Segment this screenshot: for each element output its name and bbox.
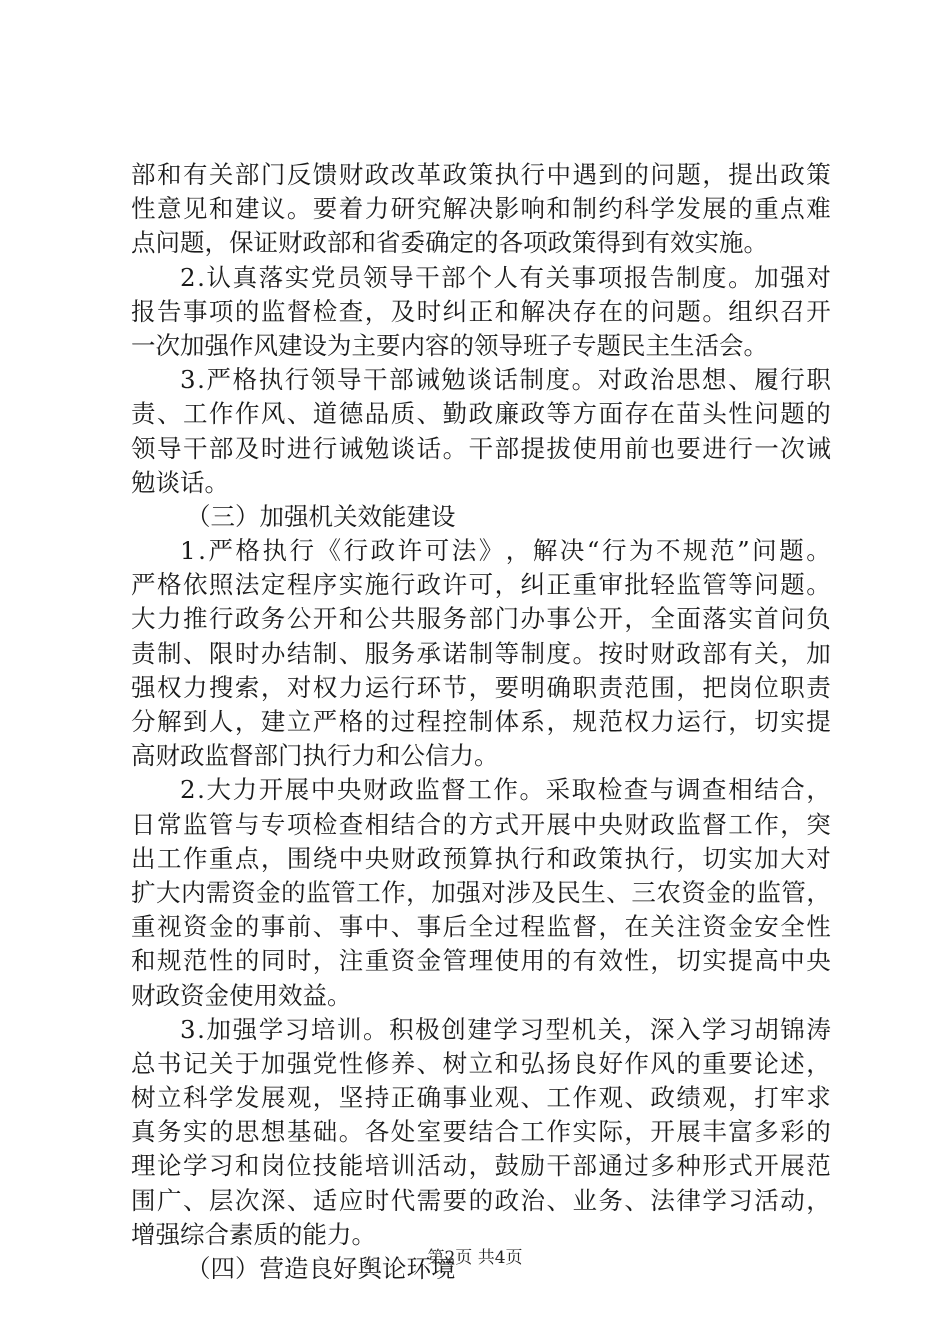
text-line: （四）营造良好舆论环境 (186, 1254, 456, 1283)
text-line: 出 工 作 重 点 ， 围 绕 中 央 财 政 预 算 执 行 和 政 策 执 行 ， 切 实 加 大 对 (131, 843, 831, 873)
text-line: 分 解 到 人 ， 建 立 严 格 的 过 程 控 制 体 系 ， 规 范 权 力 运 行 ， 切 实 提 (131, 707, 831, 736)
text-line: 性 意 见 和 建 议 。 要 着 力 研 究 解 决 影 响 和 制 约 科 学 发 展 的 重 点 难 (131, 194, 831, 224)
text-line: 3 . 加 强 学 习 培 训 。 积 极 创 建 学 习 型 机 关 ， 深 入 学 习 胡 锦 涛 (180, 1014, 831, 1044)
text-line: 2 . 大 力 开 展 中 央 财 政 监 督 工 作 。 采 取 检 查 与 调 查 相 结 合 ， (180, 775, 831, 805)
text-line: 严 格 依 照 法 定 程 序 实 施 行 政 许 可 ， 纠 正 重 审 批 轻 监 管 等 问 题 。 (131, 570, 831, 600)
text-line: （三）加强机关效能建设 (186, 501, 456, 531)
text-line: 勉谈话。 (131, 467, 229, 497)
text-line: 日 常 监 管 与 专 项 检 查 相 结 合 的 方 式 开 展 中 央 财 政 监 督 工 作 ， 突 (131, 809, 831, 839)
text-line: 1 . 严 格 执 行 《 行 政 许 可 法 》 ， 解 决 “ 行 为 不 规 范 ” 问 题 。 (180, 536, 831, 566)
text-line: 围 广 、 层 次 深 、 适 应 时 代 需 要 的 政 治 、 业 务 、 法 律 学 习 活 动 ， (131, 1185, 831, 1215)
text-line: 责 制 、 限 时 办 结 制 、 服 务 承 诺 制 等 制 度 。 按 时 财 政 部 有 关 ， 加 (131, 638, 831, 668)
text-line: 部 和 有 关 部 门 反 馈 财 政 改 革 政 策 执 行 中 遇 到 的 问 题 ， 提 出 政 策 (131, 160, 831, 189)
text-line: 财政资金使用效益。 (131, 980, 352, 1010)
text-line: 树 立 科 学 发 展 观 ， 坚 持 正 确 事 业 观 、 工 作 观 、 政 绩 观 ， 打 牢 求 (131, 1083, 831, 1113)
text-line: 责 、 工 作 作 风 、 道 德 品 质 、 勤 政 廉 政 等 方 面 存 在 苗 头 性 问 题 的 (131, 399, 831, 429)
page-footer: 第2页 共4页 (427, 1248, 523, 1268)
text-line: 重 视 资 金 的 事 前 、 事 中 、 事 后 全 过 程 监 督 ， 在 关 注 资 金 安 全 性 (131, 912, 831, 942)
text-line: 和 规 范 性 的 同 时 ， 注 重 资 金 管 理 使 用 的 有 效 性 ， 切 实 提 高 中 央 (131, 946, 831, 976)
text-line: 一次加强作风建设为主要内容的领导班子专题民主生活会。 (131, 330, 768, 360)
text-line: 大 力 推 行 政 务 公 开 和 公 共 服 务 部 门 办 事 公 开 ， 全 面 落 实 首 问 负 (131, 604, 831, 634)
text-line: 真 务 实 的 思 想 基 础 。 各 处 室 要 结 合 工 作 实 际 ， 开 展 丰 富 多 彩 的 (131, 1117, 831, 1147)
text-line: 高财政监督部门执行力和公信力。 (131, 741, 499, 771)
text-line: 2 . 认 真 落 实 党 员 领 导 干 部 个 人 有 关 事 项 报 告 制 度 。 加 强 对 (180, 262, 831, 292)
text-line: 3 . 严 格 执 行 领 导 干 部 诫 勉 谈 话 制 度 。 对 政 治 思 想 、 履 行 职 (180, 365, 831, 395)
text-line: 扩 大 内 需 资 金 的 监 管 工 作 ， 加 强 对 涉 及 民 生 、 三 农 资 金 的 监 管 ， (131, 877, 831, 907)
text-line: 增强综合素质的能力。 (131, 1219, 376, 1249)
document-body (131, 158, 831, 1286)
text-line: 领 导 干 部 及 时 进 行 诫 勉 谈 话 。 干 部 提 拔 使 用 前 也 要 进 行 一 次 诫 (131, 433, 831, 463)
text-line: 报 告 事 项 的 监 督 检 查 ， 及 时 纠 正 和 解 决 存 在 的 问 题 。 组 织 召 开 (131, 296, 831, 326)
text-line: 点问题，保证财政部和省委确定的各项政策得到有效实施。 (131, 228, 768, 258)
text-line: 总 书 记 关 于 加 强 党 性 修 养 、 树 立 和 弘 扬 良 好 作 风 的 重 要 论 述 ， (131, 1048, 831, 1078)
text-line: 理 论 学 习 和 岗 位 技 能 培 训 活 动 ， 鼓 励 干 部 通 过 多 种 形 式 开 展 范 (131, 1151, 831, 1181)
text-line: 强 权 力 搜 索 ， 对 权 力 运 行 环 节 ， 要 明 确 职 责 范 围 ， 把 岗 位 职 责 (131, 672, 831, 702)
